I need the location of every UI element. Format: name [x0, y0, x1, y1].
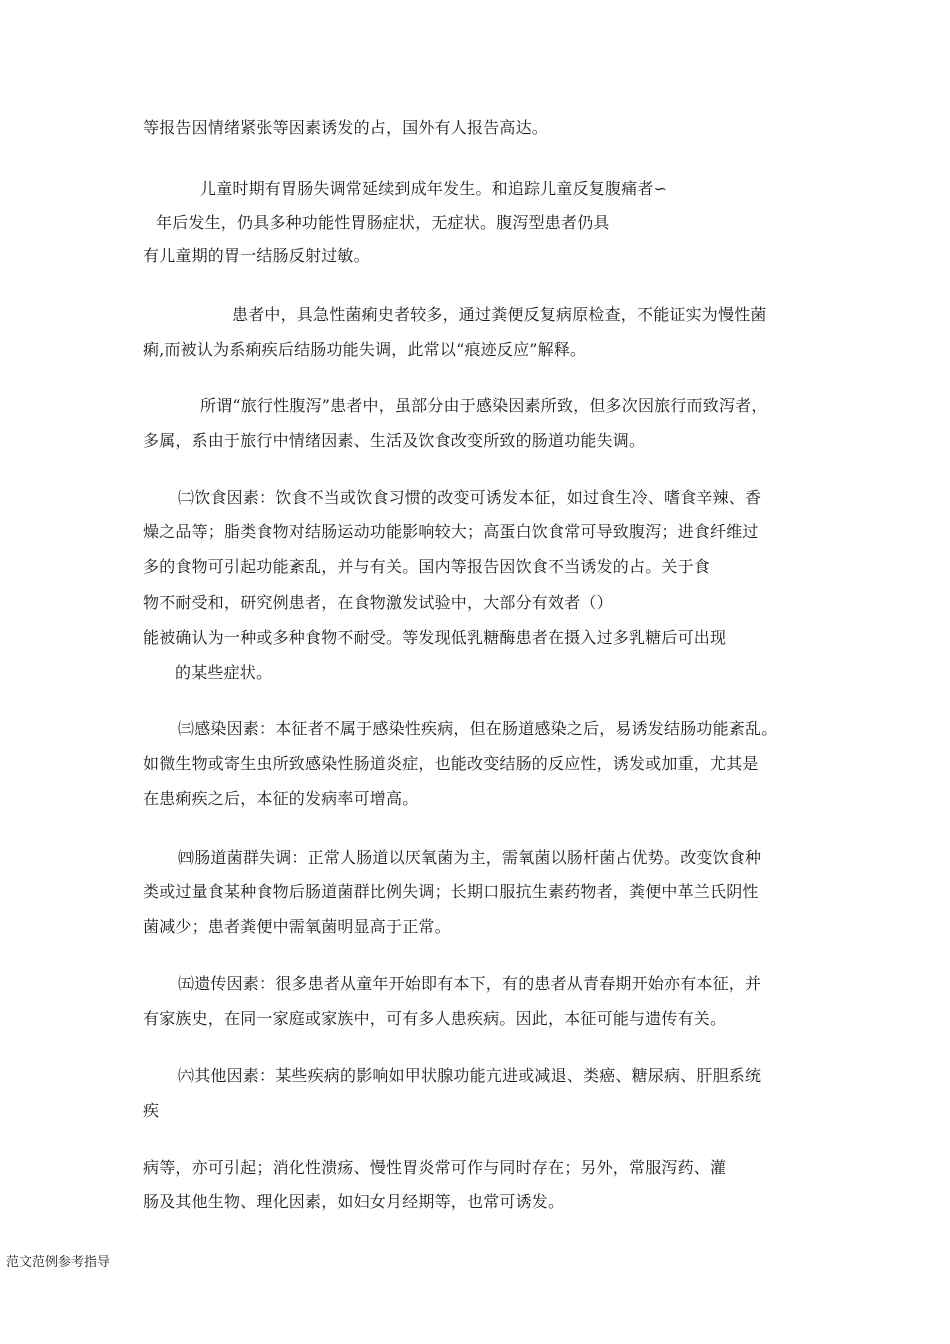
text-line-25: 病等，亦可引起；消化性溃疡、慢性胃炎常可作与同时存在；另外，常服泻药、灌	[143, 1158, 727, 1177]
text-line-14: 的某些症状。	[175, 663, 273, 682]
text-line-4: 有儿童期的胃一结肠反射过敏。	[143, 246, 370, 265]
text-line-26: 肠及其他生物、理化因素，如妇女月经期等，也常可诱发。	[143, 1192, 565, 1211]
text-line-16: 如微生物或寄生虫所致感染性肠道炎症，也能改变结肠的反应性，诱发或加重，尤其是	[143, 754, 759, 773]
text-line-20: 菌减少；患者粪便中需氧菌明显高于正常。	[143, 917, 451, 936]
text-line-21: ㈤遗传因素：很多患者从童年开始即有本下，有的患者从青春期开始亦有本征，并	[178, 974, 762, 993]
text-line-24: 疾	[143, 1101, 160, 1120]
text-line-6: 痢,而被认为系痢疾后结肠功能失调，此常以“痕迹反应”解释。	[143, 340, 587, 359]
text-line-23: ㈥其他因素：某些疾病的影响如甲状腺功能亢进或减退、类癌、糖尿病、肝胆系统	[178, 1066, 762, 1085]
text-line-3: 年后发生，仍具多种功能性胃肠症状，无症状。腹泻型患者仍具	[156, 213, 610, 232]
text-line-22: 有家族史，在同一家庭或家族中，可有多人患疾病。因此，本征可能与遗传有关。	[143, 1009, 727, 1028]
text-line-19: 类或过量食某种食物后肠道菌群比例失调；长期口服抗生素药物者，粪便中革兰氏阴性	[143, 882, 759, 901]
text-line-10: 燥之品等；脂类食物对结肠运动功能影响较大；高蛋白饮食常可导致腹泻；进食纤维过	[143, 522, 759, 541]
text-line-8: 多属，系由于旅行中情绪因素、生活及饮食改变所致的肠道功能失调。	[143, 431, 646, 450]
text-line-15: ㈢感染因素：本征者不属于感染性疾病，但在肠道感染之后，易诱发结肠功能紊乱。	[178, 719, 778, 738]
text-line-7: 所谓“旅行性腹泻”患者中，虽部分由于感染因素所致，但多次因旅行而致泻者，	[200, 396, 768, 415]
text-line-13: 能被确认为一种或多种食物不耐受。等发现低乳糖酶患者在摄入过多乳糖后可出现	[143, 628, 727, 647]
text-line-9: ㈡饮食因素：饮食不当或饮食习惯的改变可诱发本征，如过食生冷、嗜食辛辣、香	[178, 488, 762, 507]
text-line-12: 物不耐受和，研究例患者，在食物激发试验中，大部分有效者（）	[143, 593, 613, 612]
text-line-1: 等报告因情绪紧张等因素诱发的占，国外有人报告高达。	[143, 118, 549, 137]
text-line-18: ㈣肠道菌群失调：正常人肠道以厌氧菌为主，需氧菌以肠杆菌占优势。改变饮食种	[178, 848, 762, 867]
text-line-5: 患者中，具急性菌痢史者较多，通过粪便反复病原检查，不能证实为慢性菌	[232, 305, 767, 324]
page-footer: 范文范例参考指导	[6, 1255, 111, 1270]
text-line-2: 儿童时期有胃肠失调常延续到成年发生。和追踪儿童反复腹痛者∽	[200, 179, 668, 198]
text-line-17: 在患痢疾之后，本征的发病率可增高。	[143, 789, 419, 808]
text-line-11: 多的食物可引起功能紊乱，并与有关。国内等报告因饮食不当诱发的占。关于食	[143, 557, 711, 576]
